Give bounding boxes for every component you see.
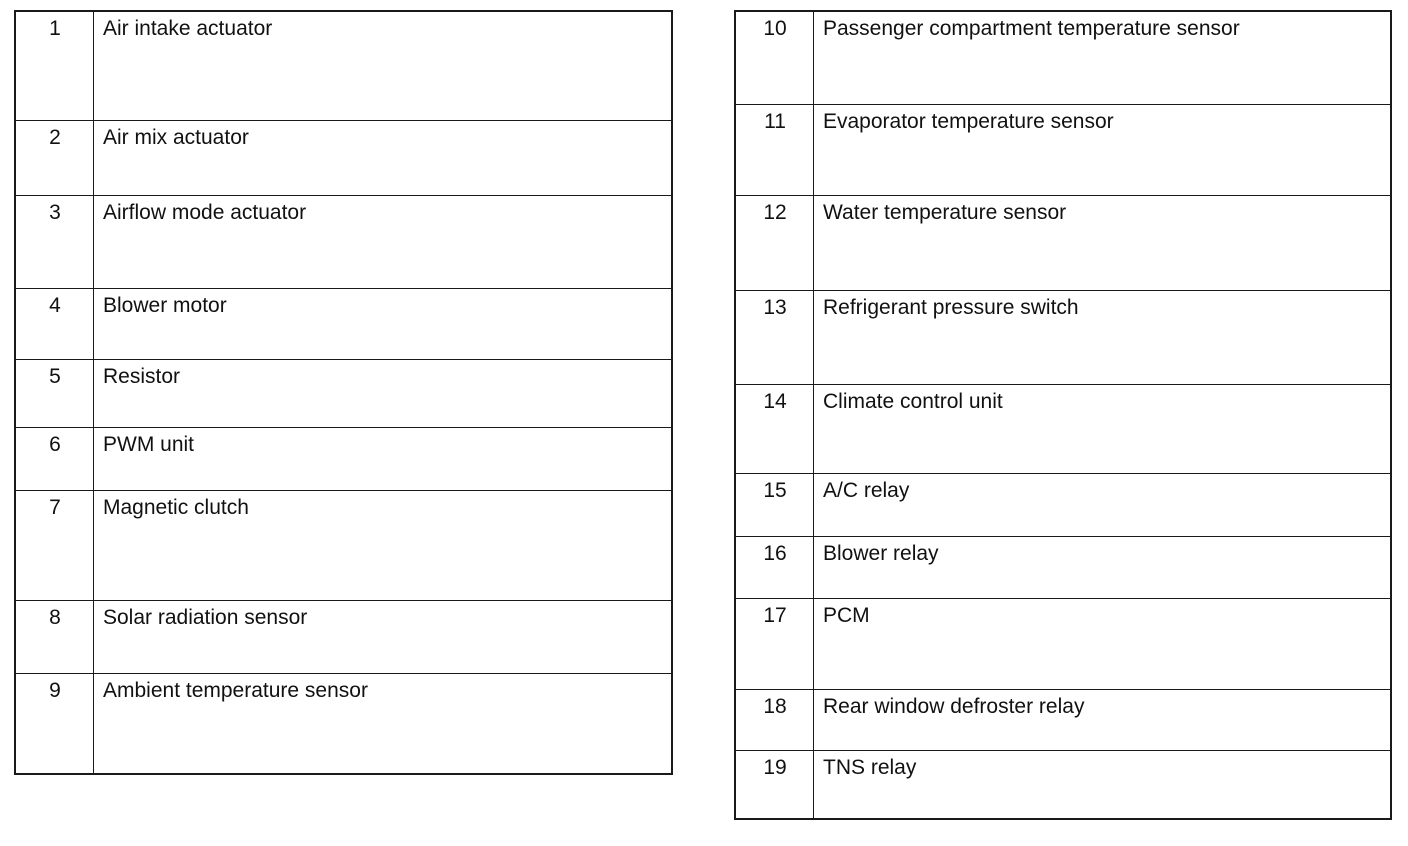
row-component: A/C relay [823, 479, 910, 502]
row-component: Blower motor [103, 294, 227, 317]
row-component: Blower relay [823, 542, 939, 565]
row-component: Airflow mode actuator [103, 201, 307, 224]
table-row [16, 12, 671, 120]
table-row [736, 195, 1390, 290]
row-component: Solar radiation sensor [103, 606, 308, 629]
table-row [16, 673, 671, 773]
legend-table-left [14, 10, 673, 775]
row-number: 13 [763, 296, 787, 319]
row-number: 2 [49, 126, 61, 149]
table-row [736, 689, 1390, 750]
table-row [16, 427, 671, 490]
row-number: 9 [49, 679, 61, 702]
row-number: 14 [763, 390, 787, 413]
row-number: 17 [763, 604, 787, 627]
row-component: TNS relay [823, 756, 917, 779]
legend-table-right [734, 10, 1392, 820]
table-row [16, 288, 671, 359]
row-number: 7 [49, 496, 61, 519]
row-component: Water temperature sensor [823, 201, 1067, 224]
table-row [736, 290, 1390, 384]
table-row [16, 490, 671, 600]
row-component: Magnetic clutch [103, 496, 249, 519]
row-component: Rear window defroster relay [823, 695, 1085, 718]
row-component: Evaporator temperature sensor [823, 110, 1114, 133]
row-number: 19 [763, 756, 787, 779]
row-number: 4 [49, 294, 61, 317]
row-number: 16 [763, 542, 787, 565]
table-row [736, 473, 1390, 536]
row-component: Resistor [103, 365, 181, 388]
row-component: Ambient temperature sensor [103, 679, 368, 702]
table-row [736, 750, 1390, 818]
row-number: 1 [49, 17, 61, 40]
row-component: Refrigerant pressure switch [823, 296, 1079, 319]
row-component: PCM [823, 604, 870, 627]
table-row [16, 195, 671, 288]
row-number: 6 [49, 433, 61, 456]
row-number: 5 [49, 365, 61, 388]
table-row [736, 536, 1390, 598]
table-row [736, 384, 1390, 473]
row-number: 15 [763, 479, 787, 502]
row-component: Climate control unit [823, 390, 1003, 413]
row-component: Passenger compartment temperature sensor [823, 17, 1240, 40]
table-row [736, 12, 1390, 104]
table-row [736, 598, 1390, 689]
row-number: 8 [49, 606, 61, 629]
row-number: 10 [763, 17, 787, 40]
table-row [16, 120, 671, 195]
row-component: Air mix actuator [103, 126, 249, 149]
row-number: 18 [763, 695, 787, 718]
table-row [16, 359, 671, 427]
row-number: 11 [764, 110, 786, 133]
row-component: Air intake actuator [103, 17, 273, 40]
table-row [736, 104, 1390, 195]
row-component: PWM unit [103, 433, 195, 456]
table-row [16, 600, 671, 673]
row-number: 12 [763, 201, 787, 224]
row-number: 3 [49, 201, 61, 224]
